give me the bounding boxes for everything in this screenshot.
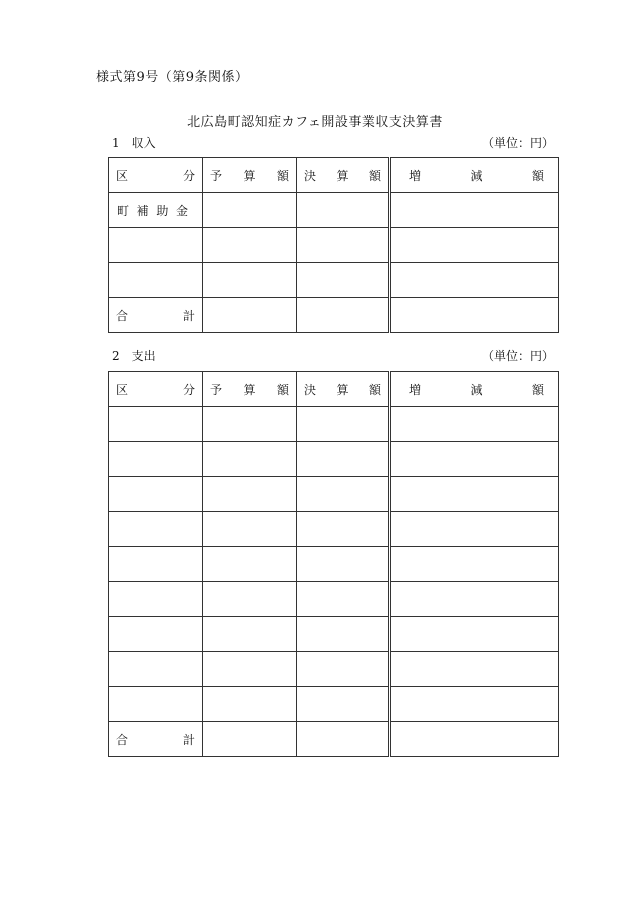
cell-input[interactable] (297, 512, 390, 547)
table-row (109, 407, 559, 442)
cell-input[interactable] (109, 547, 203, 582)
cell-input[interactable] (390, 407, 559, 442)
cell-input[interactable] (203, 193, 297, 228)
cell-input[interactable] (109, 407, 203, 442)
cell-input[interactable] (297, 547, 390, 582)
header-yosan: 予 算 額 (203, 158, 297, 193)
cell-input[interactable] (390, 652, 559, 687)
row-label-total: 合 計 (109, 298, 203, 333)
cell-input[interactable] (297, 477, 390, 512)
cell-input[interactable] (297, 263, 390, 298)
expense-table (108, 371, 559, 757)
cell-input[interactable] (297, 407, 390, 442)
cell-input[interactable] (390, 263, 559, 298)
cell-input[interactable] (390, 512, 559, 547)
income-section-header (108, 134, 558, 150)
cell-input[interactable] (203, 617, 297, 652)
cell-input[interactable] (109, 652, 203, 687)
cell-input[interactable] (390, 547, 559, 582)
table-row (109, 263, 559, 298)
table-row (109, 442, 559, 477)
income-table (108, 157, 559, 333)
cell-input[interactable] (297, 652, 390, 687)
header-kubun: 区 分 (109, 158, 203, 193)
cell-input[interactable] (109, 263, 203, 298)
table-row (109, 582, 559, 617)
cell-input[interactable] (297, 298, 390, 333)
cell-input[interactable] (109, 228, 203, 263)
cell-input[interactable] (109, 442, 203, 477)
table-row (109, 512, 559, 547)
cell-input[interactable] (390, 687, 559, 722)
cell-input[interactable] (203, 298, 297, 333)
table-row (109, 652, 559, 687)
expense-section-header (108, 347, 558, 363)
cell-input[interactable] (203, 477, 297, 512)
cell-input[interactable] (390, 193, 559, 228)
document-title: 北広島町認知症カフェ開設事業収支決算書 (187, 115, 443, 130)
cell-input[interactable] (109, 617, 203, 652)
cell-input[interactable] (390, 228, 559, 263)
cell-input[interactable] (390, 582, 559, 617)
cell-input[interactable] (203, 228, 297, 263)
total-row (109, 722, 559, 757)
cell-input[interactable] (390, 722, 559, 757)
cell-input[interactable] (390, 442, 559, 477)
table-row (109, 477, 559, 512)
table-row (109, 547, 559, 582)
cell-input[interactable] (109, 477, 203, 512)
expense-section-label: 2 支出 (112, 349, 156, 363)
table-header-row (109, 372, 559, 407)
cell-input[interactable] (203, 263, 297, 298)
cell-input[interactable] (390, 617, 559, 652)
cell-input[interactable] (203, 407, 297, 442)
income-unit-label: （単位：円） (481, 136, 554, 150)
cell-input[interactable] (203, 442, 297, 477)
row-label-subsidy: 町 補 助 金 (109, 193, 203, 228)
table-row (109, 193, 559, 228)
cell-input[interactable] (297, 722, 390, 757)
cell-input[interactable] (390, 298, 559, 333)
table-row (109, 617, 559, 652)
cell-input[interactable] (297, 617, 390, 652)
cell-input[interactable] (203, 582, 297, 617)
header-zougen: 増 減 額 (390, 158, 559, 193)
total-row (109, 298, 559, 333)
expense-unit-label: （単位：円） (481, 349, 554, 363)
cell-input[interactable] (109, 582, 203, 617)
table-row (109, 228, 559, 263)
cell-input[interactable] (203, 687, 297, 722)
cell-input[interactable] (297, 228, 390, 263)
header-kessan: 決 算 額 (297, 372, 390, 407)
cell-input[interactable] (297, 582, 390, 617)
cell-input[interactable] (390, 477, 559, 512)
cell-input[interactable] (203, 652, 297, 687)
cell-input[interactable] (203, 547, 297, 582)
cell-input[interactable] (297, 687, 390, 722)
table-header-row (109, 158, 559, 193)
cell-input[interactable] (109, 512, 203, 547)
table-row (109, 687, 559, 722)
cell-input[interactable] (297, 442, 390, 477)
cell-input[interactable] (203, 512, 297, 547)
cell-input[interactable] (203, 722, 297, 757)
header-kubun: 区 分 (109, 372, 203, 407)
header-zougen: 増 減 額 (390, 372, 559, 407)
row-label-total: 合 計 (109, 722, 203, 757)
header-yosan: 予 算 額 (203, 372, 297, 407)
header-kessan: 決 算 額 (297, 158, 390, 193)
form-number: 様式第9号（第9条関係） (96, 70, 249, 85)
cell-input[interactable] (109, 687, 203, 722)
income-section-label: 1 収入 (112, 136, 156, 150)
cell-input[interactable] (297, 193, 390, 228)
